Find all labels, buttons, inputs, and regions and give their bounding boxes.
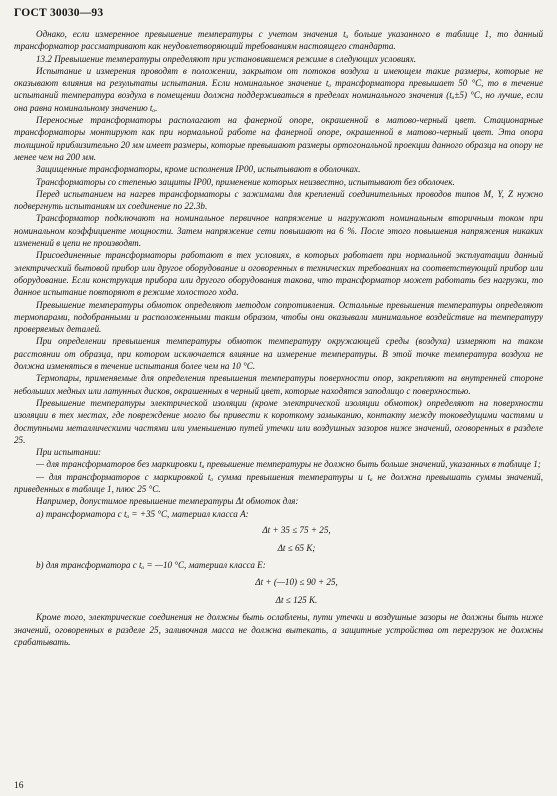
formula: Δt ≤ 65 K; bbox=[277, 543, 316, 554]
document-body bbox=[14, 28, 543, 648]
paragraph: Испытание и измерения проводят в положении, закрытом от потоков воздуха и имеющем такие размеры, которые не оказывают влияния на результаты испытания. Если номинальное значение tₐ трансформатора превышает 50 °С, то в течение испытаний температура воздуха в помещении должна поддерживаться в пределах номинального значения (tₐ±5) °С, но лучше, если она равна номинальному значению tₐ. bbox=[14, 65, 543, 113]
paragraph: Перед испытанием на нагрев трансформаторы с зажимами для креплений соединительных проводов типов M, Y, Z нужно подвергнуть испытаниям их соединение по 22.3b. bbox=[14, 188, 543, 212]
formula: Δt ≤ 125 K. bbox=[275, 595, 318, 606]
formula: Δt + (—10) ≤ 90 + 25, bbox=[255, 576, 338, 587]
paragraph: Превышение температуры обмоток определяют методом сопротивления. Остальные превышения температуры определяют термопарами, подобранными и расположенными таким образом, чтобы они оказывали минимальное воздействие на температуру проверяемых деталей. bbox=[14, 299, 543, 335]
document-header: ГОСТ 30030—93 bbox=[14, 7, 104, 19]
paragraph: Термопары, применяемые для определения превышения температуры поверхности опор, закрепляют на внутренней стороне небольших медных или латунных дисков, окрашенных в черный цвет, которые находятся заподлицо с поверхностью. bbox=[14, 373, 543, 396]
paragraph: Однако, если измеренное превышение температуры с учетом значения tₐ больше указанного в таблице 1, то данный трансформатор рассматривают как неудовлетворяющий требованиям настоящего стандарта. bbox=[14, 29, 543, 52]
example-b-label: b) для трансформатора с tₐ = —10 °С, материал класса Е: bbox=[36, 560, 266, 571]
paragraph: Превышение температуры электрической изоляции (кроме электрической изоляции обмоток) определяют на поверхности изоляции в тех местах, где повреждение могло бы привести к короткому замыканию, контакту между токоведущими частями и доступными металлическими частями или уменьшению путей утечки или воздушных зазоров ниже значений, оговоренных в разделе 25. bbox=[14, 397, 543, 445]
paragraph: Присоединенные трансформаторы работают в тех условиях, в которых работает при нормальной эксплуатации данный электрический бытовой прибор или другое оборудование и оговоренных в технических требованиях на соответствующий прибор или оборудование. Если конструкция прибора или другого оборудования такова, что трансформатор может работать без нагрузки, то данное испытание повторяют в режиме холостого хода. bbox=[14, 250, 543, 298]
paragraph: При определении превышения температуры обмоток температуру окружающей среды (воздуха) измеряют на таком расстоянии от образца, при котором исключается влияние на измерение температуры. В этой точке температура воздуха не должна изменяться в течение испытания более чем на 10 °С. bbox=[14, 336, 543, 372]
paragraph: Кроме того, электрические соединения не должны быть ослаблены, пути утечки и воздушные зазоры не должны быть ниже значений, оговоренных в разделе 25, заливочная масса не должна вытекать, а защитные устройства от перегрузок не должны срабатывать. bbox=[14, 612, 543, 647]
paragraph: Трансформатор подключают на номинальное первичное напряжение и нагружают номинальным вторичным током при номинальном коэффициенте мощности. Затем напряжение сети повышают на 6 %. После этого повышения напряжения никаких изменений в цепи не производят. bbox=[14, 213, 543, 249]
paragraph: Переносные трансформаторы располагают на фанерной опоре, окрашенной в матово-черный цвет. Стационарные трансформаторы монтируют как при нормальной работе на фанерной опоре, окрашенной в матово-черный цвет. Эта опора толщиной приблизительно 20 мм имеет размеры, которые превышают размеры ортогональной проекции данного образца на опору не менее чем на 200 мм. bbox=[14, 115, 543, 162]
section-heading: 13.2 Превышение температуры определяют при установившемся режиме в следующих условиях. bbox=[36, 53, 417, 64]
list-item: — для трансформаторов с маркировкой tₐ сумма превышения температуры и tₐ не должна превышать суммы значений, приведенных в таблице 1, плюс 25 °С. bbox=[14, 471, 543, 494]
example-a-label: а) трансформатора с tₐ = +35 °С, материал класса А: bbox=[36, 508, 249, 519]
list-item: — для трансформаторов без маркировки tₐ превышение температуры не должно быть больше значений, указанных в таблице 1; bbox=[36, 459, 541, 470]
formula: Δt + 35 ≤ 75 + 25, bbox=[262, 524, 331, 535]
paragraph: Защищенные трансформаторы, кроме исполнения IP00, испытывают в оболочках. bbox=[36, 164, 361, 175]
paragraph: Трансформаторы со степенью защиты IP00, применение которых неизвестно, испытывают без оболочек. bbox=[36, 176, 455, 187]
page-number: 16 bbox=[14, 781, 24, 791]
paragraph: Например, допустимое превышение температуры Δt обмоток для: bbox=[36, 496, 299, 507]
paragraph: При испытании: bbox=[36, 447, 102, 458]
